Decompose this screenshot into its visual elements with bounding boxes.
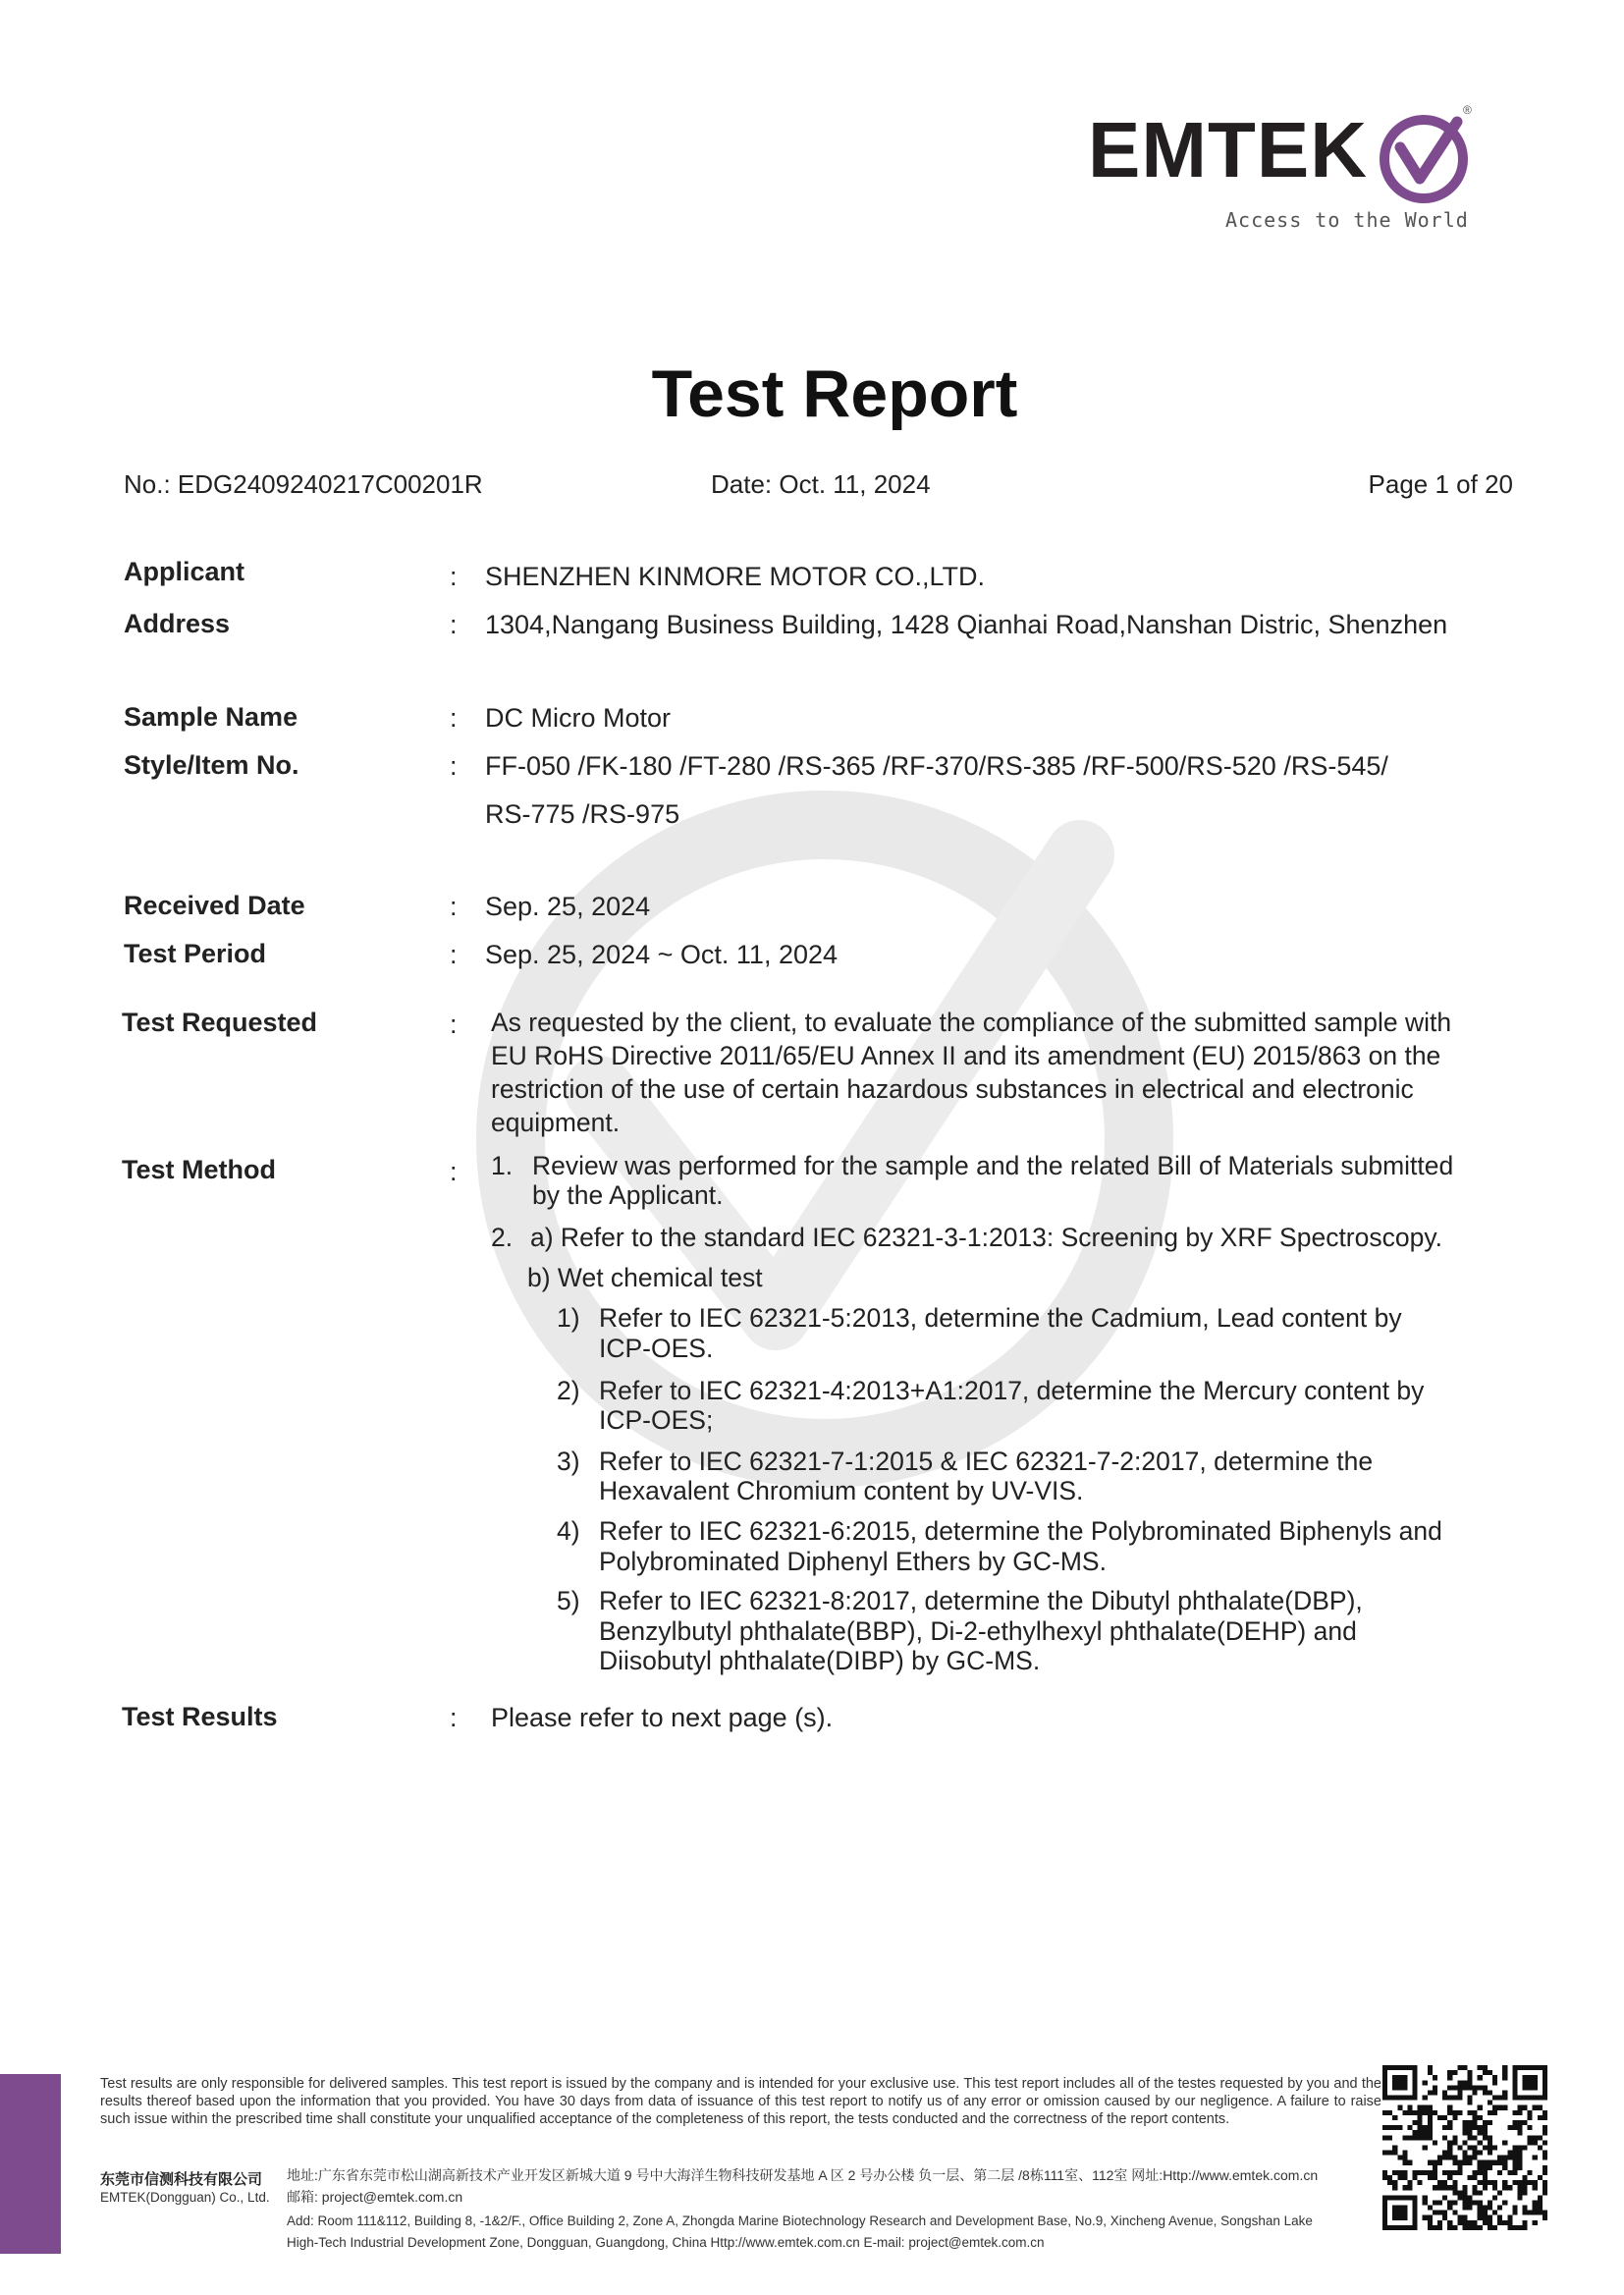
method-item-number: 1. — [491, 1151, 514, 1180]
address-value: 1304,Nangang Business Building, 1428 Qianhai Road,Nanshan Distric, Shenzhen — [485, 610, 1448, 639]
qr-code-icon — [1382, 2065, 1547, 2230]
page-indicator: Page 1 of 20 — [1368, 469, 1513, 499]
test-requested-line: As requested by the client, to evaluate the compliance of the submitted sample with — [491, 1008, 1452, 1037]
logo-check-circle-icon — [1375, 108, 1473, 206]
method-item-1-line: by the Applicant. — [532, 1180, 724, 1210]
method-item-number: 2. — [491, 1223, 514, 1252]
test-requested-label: Test Requested — [122, 1008, 318, 1037]
sub-item-line: Refer to IEC 62321-4:2013+A1:2017, determine the Mercury content by — [599, 1376, 1425, 1405]
footer-company-en: EMTEK(Dongguan) Co., Ltd. — [100, 2190, 270, 2205]
footer-accent-bar — [0, 2074, 61, 2254]
colon: : — [450, 610, 458, 639]
logo-tagline: Access to the World — [1225, 208, 1469, 232]
sub-item-line: ICP-OES; — [599, 1405, 714, 1435]
logo-wordmark: EMTEK — [1088, 106, 1368, 193]
footer-address-en: Add: Room 111&112, Building 8, -1&2/F., Office Building 2, Zone A, Zhongda Marine Biotechnology Research and Development Base, No.9, Xincheng Avenue, Songshan Lake — [287, 2213, 1313, 2228]
sub-item-line: Polybrominated Diphenyl Ethers by GC-MS. — [599, 1547, 1107, 1576]
received-date-value: Sep. 25, 2024 — [485, 892, 651, 921]
sub-item-line: Refer to IEC 62321-7-1:2015 & IEC 62321-7-2:2017, determine the — [599, 1447, 1374, 1476]
colon: : — [450, 751, 458, 781]
test-results-label: Test Results — [122, 1702, 278, 1731]
sub-item-number: 1) — [557, 1303, 580, 1333]
sub-item-number: 5) — [557, 1586, 580, 1615]
method-item-2a: a) Refer to the standard IEC 62321-3-1:2013: Screening by XRF Spectroscopy. — [530, 1223, 1442, 1252]
sub-item-line: Benzylbutyl phthalate(BBP), Di-2-ethylhexyl phthalate(DEHP) and — [599, 1616, 1357, 1646]
colon: : — [450, 940, 458, 969]
sub-item-line: Refer to IEC 62321-5:2013, determine the Cadmium, Lead content by — [599, 1303, 1402, 1333]
method-item-2b: b) Wet chemical test — [527, 1263, 763, 1292]
report-number: No.: EDG2409240217C00201R — [124, 469, 483, 499]
sub-item-line: ICP-OES. — [599, 1334, 714, 1363]
sub-item-line: Refer to IEC 62321-6:2015, determine the Polybrominated Biphenyls and — [599, 1516, 1442, 1546]
sample-name-label: Sample Name — [124, 702, 298, 732]
colon: : — [450, 703, 458, 733]
footer-company-cn: 东莞市信测科技有限公司 — [100, 2171, 263, 2188]
style-item-value-line1: FF-050 /FK-180 /FT-280 /RS-365 /RF-370/RS-385 /RF-500/RS-520 /RS-545/ — [485, 751, 1388, 781]
sample-name-value: DC Micro Motor — [485, 703, 672, 733]
page-title: Test Report — [651, 356, 1018, 431]
sub-item-number: 2) — [557, 1376, 580, 1405]
sub-item-line: Diisobutyl phthalate(DIBP) by GC-MS. — [599, 1646, 1041, 1675]
style-item-value-line2: RS-775 /RS-975 — [485, 799, 680, 829]
emtek-logo — [1080, 103, 1483, 241]
colon: : — [450, 1157, 458, 1186]
applicant-value: SHENZHEN KINMORE MOTOR CO.,LTD. — [485, 562, 986, 591]
colon: : — [450, 892, 458, 921]
test-period-value: Sep. 25, 2024 ~ Oct. 11, 2024 — [485, 940, 839, 969]
footer-address-en-2: High-Tech Industrial Development Zone, Dongguan, Guangdong, China Http://www.emtek.com.cn E-mail: project@emtek.com.cn — [287, 2235, 1045, 2250]
colon: : — [450, 1703, 458, 1732]
style-item-label: Style/Item No. — [124, 750, 299, 780]
received-date-label: Received Date — [124, 891, 305, 920]
test-method-list — [491, 1151, 1532, 1691]
registered-mark: ® — [1463, 103, 1472, 117]
test-results-value: Please refer to next page (s). — [491, 1703, 834, 1732]
test-period-label: Test Period — [124, 939, 267, 968]
test-requested-line: EU RoHS Directive 2011/65/EU Annex II and its amendment (EU) 2015/863 on the — [491, 1041, 1441, 1070]
applicant-label: Applicant — [124, 557, 245, 586]
test-requested-text — [491, 1006, 1517, 1139]
sub-item-number: 3) — [557, 1447, 580, 1476]
footer-address-cn: 地址:广东省东莞市松山湖高新技术产业开发区新城大道 9 号中大海洋生物科技研发基地 A 区 2 号办公楼 负一层、第二层 /8栋111室、112室 网址:Http://www.emtek.com.cn — [287, 2167, 1319, 2183]
test-requested-line: restriction of the use of certain hazardous substances in electrical and electronic — [491, 1074, 1414, 1104]
sub-item-number: 4) — [557, 1516, 580, 1546]
address-label: Address — [124, 609, 231, 638]
sub-item-line: Refer to IEC 62321-8:2017, determine the Dibutyl phthalate(DBP), — [599, 1586, 1363, 1615]
report-date: Date: Oct. 11, 2024 — [711, 469, 931, 499]
test-method-label: Test Method — [122, 1155, 276, 1184]
test-requested-line: equipment. — [491, 1108, 621, 1137]
colon: : — [450, 562, 458, 591]
colon: : — [450, 1010, 458, 1039]
sub-item-line: Hexavalent Chromium content by UV-VIS. — [599, 1476, 1084, 1505]
footer-disclaimer: Test results are only responsible for delivered samples. This test report is issued by the company and is intended for your exclusive use. This test report includes all of the testes requested by you and the results thereof based upon the information that you provided. You have 30 days from data of issuance of this test report to notify us of any error or omission caused by our negligence. A failure to raise such issue within the prescribed time shall constitute your unqualified acceptance of the completeness of this report, the tests conducted and the correctness of the report contents. — [100, 2076, 1381, 2127]
footer-email-cn: 邮箱: project@emtek.com.cn — [287, 2189, 463, 2205]
method-item-1-line: Review was performed for the sample and the related Bill of Materials submitted — [532, 1151, 1454, 1180]
